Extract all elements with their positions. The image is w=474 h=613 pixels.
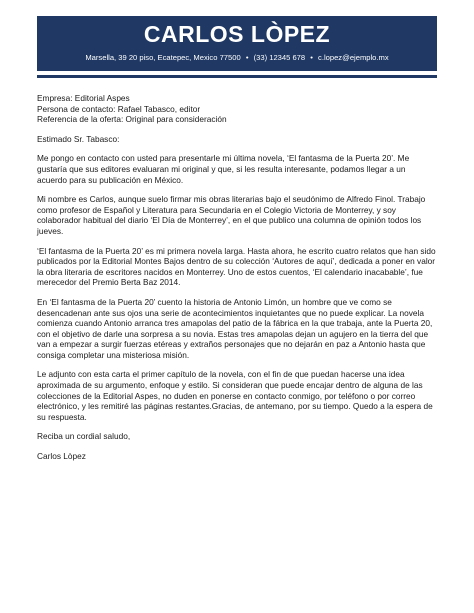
separator-dot: • <box>310 53 313 62</box>
address: Marsella, 39 20 piso, Ecatepec, Mexico 77500 <box>85 53 241 62</box>
closing: Reciba un cordial saludo, <box>37 431 131 442</box>
offer-reference: Referencia de la oferta: Original para consideración <box>37 114 227 125</box>
applicant-name: CARLOS LÒPEZ <box>143 21 331 47</box>
paragraph-synopsis: En ‘El fantasma de la Puerta 20’ cuento la historia de Antonio Limón, un hombre que ve como se desencadenan ante sus ojos una serie de acontecimientos inquietantes que no puede explicar. La novela comienza cuando Antonio arranca tres amapolas del patio de la fábrica en la que trabaja, ante la Puerta 20, con el objetivo de darle una sorpresa a su novia. Estas tres amapolas dejan un agujero en la tierra del que van a empezar a surgir fuerzas etéreas y extraños personajes que no dejarán en paz a Antonio hasta que consiga completar una misteriosa misión. <box>37 296 433 360</box>
recipient-contact: Persona de contacto: Rafael Tabasco, editor <box>37 103 201 114</box>
paragraph-about-author: Mi nombre es Carlos, aunque suelo firmar mis obras literarias bajo el seudónimo de Alfredo Finol. Trabajo como profesor de Español y Literatura para Secundaria en el Colegio Victoria de Monterrey, y soy colaborador habitual del diario ‘El Día de Monterrey’, en el que publico una columna de opinión todos los jueves. <box>37 194 426 236</box>
contact-line <box>37 53 437 62</box>
paragraph-introduction: Me pongo en contacto con usted para presentarle mi última novela, ‘El fantasma de la Puerta 20’. Me gustaría que sus editores evaluaran mi original y que, si les resulta interesante, podamos llegar a un acuerdo para su publicación en México. <box>37 153 410 185</box>
separator-dot: • <box>245 53 249 62</box>
signature: Carlos Lòpez <box>37 451 86 462</box>
letter-header <box>37 16 437 75</box>
paragraph-attachment: Le adjunto con esta carta el primer capítulo de la novela, con el fin de que puedan hacerse una idea aproximada de su argumento, enfoque y estilo. Si consideran que puede encajar dentro de alguna de las colecciones de la Editorial Aspes, no duden en ponerse en contacto conmigo, por teléfono o por correo electrónico, y les remitiré las páginas restantes.Gracias, de antemano, por su tiempo. Quedo a la espera de su respuesta. <box>37 369 433 422</box>
email: c.lopez@ejemplo.mx <box>318 53 389 62</box>
letter-body <box>37 84 437 471</box>
greeting: Estimado Sr. Tabasco: <box>37 133 120 144</box>
phone: (33) 12345 678 <box>253 53 306 62</box>
paragraph-previous-work: ‘El fantasma de la Puerta 20’ es mi primera novela larga. Hasta ahora, he escrito cuatro relatos que han sido publicados por la Editorial Montes Bajos dentro de su colección ‘Autores de aquí’, dedicada a poner en valor la obra literaria de escritores nacidos en Monterrey. Uno de estos cuentos, ‘El calendario inacabable’, fue merecedor del Premio Berta Baz 2014. <box>37 245 436 288</box>
recipient-company: Empresa: Editorial Aspes <box>37 93 130 103</box>
